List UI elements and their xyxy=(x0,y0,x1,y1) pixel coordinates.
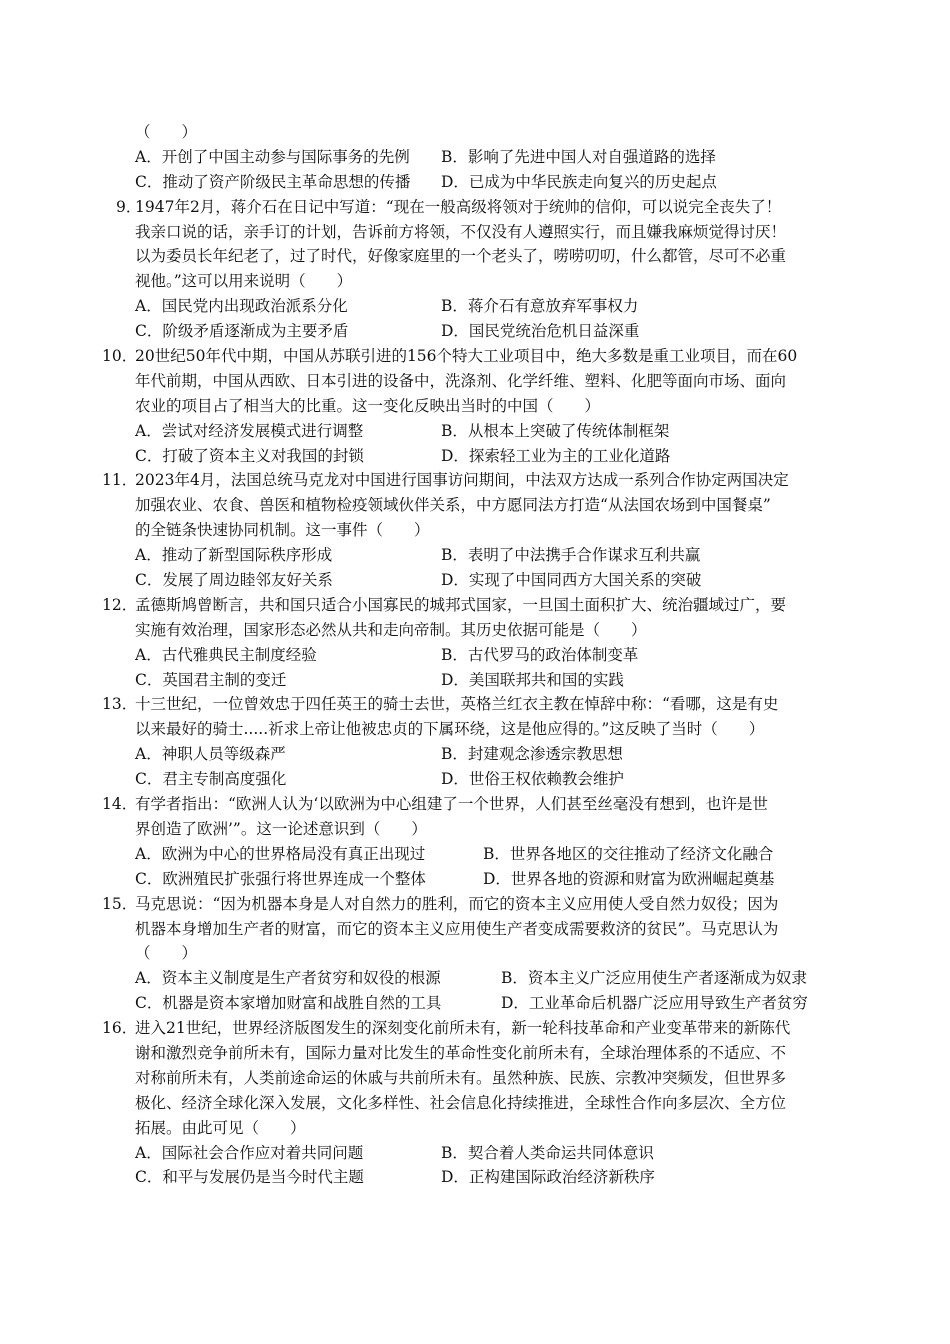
q13-stem-line xyxy=(0,692,950,717)
q10-options-cd xyxy=(0,444,950,469)
q16-stem-line xyxy=(0,1116,950,1141)
stem-text: 进入21世纪，世界经济版图发生的深刻变化前所未有，新一轮科技革命和产业变革带来的新陈代 xyxy=(135,1019,791,1038)
option-b: B．资本主义广泛应用使生产者逐渐成为奴隶 xyxy=(501,969,807,988)
question-number: 12． xyxy=(102,595,138,614)
option-c: C．和平与发展仍是当今时代主题 xyxy=(135,1168,364,1187)
option-c: C．英国君主制的变迁 xyxy=(135,670,287,689)
option-a: A．资本主义制度是生产者贫穷和奴役的根源 xyxy=(135,969,441,988)
question-number: 14． xyxy=(102,795,138,814)
option-b: B．封建观念渗透宗教思想 xyxy=(441,745,623,764)
q11-options-ab xyxy=(0,543,950,568)
q16-stem-line xyxy=(0,1066,950,1091)
stem-text: 我亲口说的话，亲手订的计划，告诉前方将领，不仅没有人遵照实行，而且嫌我麻烦觉得讨厌！ xyxy=(135,222,787,241)
option-c: C．推动了资产阶级民主革命思想的传播 xyxy=(135,172,411,191)
stem-text: 马克思说：“因为机器本身是人对自然力的胜利，而它的资本主义应用使人受自然力奴役；因为 xyxy=(135,894,779,913)
q15-stem-line xyxy=(0,892,950,917)
option-b: B．蒋介石有意放弃军事权力 xyxy=(441,297,639,316)
stem-text: 1947年2月，蒋介石在日记中写道：“现在一般高级将领对于统帅的信仰，可以说完全丧失了！ xyxy=(135,197,782,216)
option-b: B．表明了中法携手合作谋求互利共赢 xyxy=(441,546,701,565)
q11-options-cd xyxy=(0,568,950,593)
q16-options-cd xyxy=(0,1165,950,1190)
q14-options-ab xyxy=(0,842,950,867)
q13-options-cd xyxy=(0,767,950,792)
stem-text: 十三世纪，一位曾效忠于四任英王的骑士去世，英格兰红衣主教在悼辞中称：“看哪，这是有史 xyxy=(135,695,779,714)
option-c: C．机器是资本家增加财富和战胜自然的工具 xyxy=(135,994,442,1013)
option-d: D．已成为中华民族走向复兴的历史起点 xyxy=(441,172,717,191)
q8-stem-line xyxy=(0,120,950,145)
option-a: A．欧洲为中心的世界格局没有真正出现过 xyxy=(135,844,426,863)
question-number: 10． xyxy=(102,347,138,366)
option-d: D．美国联邦共和国的实践 xyxy=(441,670,624,689)
q15-options-cd xyxy=(0,991,950,1016)
stem-text: 机器本身增加生产者的财富，而它的资本主义应用使生产者变成需要救济的贫民”。马克思认为 xyxy=(135,919,779,938)
option-a: A．尝试对经济发展模式进行调整 xyxy=(135,421,364,440)
option-a: A．古代雅典民主制度经验 xyxy=(135,645,317,664)
q11-stem-line xyxy=(0,468,950,493)
question-number: 15． xyxy=(102,894,138,913)
option-b: B．古代罗马的政治体制变革 xyxy=(441,645,639,664)
q10-stem-line xyxy=(0,394,950,419)
q16-stem-line xyxy=(0,1041,950,1066)
option-d: D．正构建国际政治经济新秩序 xyxy=(441,1168,655,1187)
q11-stem-line xyxy=(0,493,950,518)
option-a: A．神职人员等级森严 xyxy=(135,745,286,764)
q9-stem-line xyxy=(0,244,950,269)
question-number: 9． xyxy=(116,197,142,216)
answer-paren: （ ） xyxy=(135,123,198,141)
option-b: B．世界各地区的交往推动了经济文化融合 xyxy=(483,844,774,863)
stem-text: 以为委员长年纪老了，过了时代，好像家庭里的一个老头了，唠唠叨叨，什么都管，尽可不必重 xyxy=(135,247,787,266)
stem-text: 以来最好的骑士.....祈求上帝让他被忠贞的下属环绕，这是他应得的。”这反映了当时（ ） xyxy=(135,720,765,739)
q9-options-cd xyxy=(0,319,950,344)
q9-stem-line xyxy=(0,220,950,245)
q12-options-ab xyxy=(0,643,950,668)
q16-stem-line xyxy=(0,1016,950,1041)
option-d: D．国民党统治危机日益深重 xyxy=(441,322,640,341)
option-a: A．推动了新型国际秩序形成 xyxy=(135,546,333,565)
question-number: 16． xyxy=(102,1019,138,1038)
q12-options-cd xyxy=(0,668,950,693)
option-d: D．工业革命后机器广泛应用导致生产者贫穷 xyxy=(501,994,808,1013)
q16-options-ab xyxy=(0,1141,950,1166)
q14-options-cd xyxy=(0,867,950,892)
option-d: D．世俗王权依赖教会维护 xyxy=(441,770,624,789)
stem-text: 实施有效治理，国家形态必然从共和走向帝制。其历史依据可能是（ ） xyxy=(135,620,647,639)
q12-stem-line xyxy=(0,593,950,618)
option-a: A．开创了中国主动参与国际事务的先例 xyxy=(135,147,410,166)
option-d: D．实现了中国同西方大国关系的突破 xyxy=(441,571,702,590)
q12-stem-line xyxy=(0,618,950,643)
q11-stem-line xyxy=(0,518,950,543)
q15-stem-line xyxy=(0,941,950,966)
stem-text: 界创造了欧洲’”。这一论述意识到（ ） xyxy=(135,819,427,838)
stem-text: 视他。”这可以用来说明（ ） xyxy=(135,272,353,291)
stem-text: 农业的项目占了相当大的比重。这一变化反映出当时的中国（ ） xyxy=(135,396,601,415)
q13-options-ab xyxy=(0,742,950,767)
option-d: D．探索轻工业为主的工业化道路 xyxy=(441,446,671,465)
option-a: A．国际社会合作应对着共同问题 xyxy=(135,1143,364,1162)
stem-text: 有学者指出：“欧洲人认为‘以欧洲为中心组建了一个世界，人们甚至丝毫没有想到，也许是世 xyxy=(135,795,768,814)
question-number: 13． xyxy=(102,695,138,714)
option-b: B．影响了先进中国人对自强道路的选择 xyxy=(441,147,716,166)
stem-text: 谢和激烈竞争前所未有，国际力量对比发生的革命性变化前所未有，全球治理体系的不适应、不 xyxy=(135,1043,787,1062)
question-list xyxy=(0,120,950,1190)
option-c: C．发展了周边睦邻友好关系 xyxy=(135,571,333,590)
q9-stem-line xyxy=(0,269,950,294)
q15-options-ab xyxy=(0,966,950,991)
stem-text: 拓展。由此可见（ ） xyxy=(135,1118,306,1137)
q9-options-ab xyxy=(0,294,950,319)
stem-text: 2023年4月，法国总统马克龙对中国进行国事访问期间，中法双方达成一系列合作协定两国决定 xyxy=(135,471,789,490)
option-c: C．君主专制高度强化 xyxy=(135,770,287,789)
q10-stem-line xyxy=(0,369,950,394)
stem-text: （ ） xyxy=(135,944,198,963)
stem-text: 加强农业、农食、兽医和植物检疫领域伙伴关系，中方愿同法方打造“从法国农场到中国餐桌” xyxy=(135,496,771,515)
stem-text: 孟德斯鸠曾断言，共和国只适合小国寡民的城邦式国家，一旦国土面积扩大、统治疆域过广，要 xyxy=(135,595,787,614)
option-c: C．打破了资本主义对我国的封锁 xyxy=(135,446,364,465)
stem-text: 对称前所未有，人类前途命运的休戚与共前所未有。虽然种族、民族、宗教冲突频发，但世界多 xyxy=(135,1068,787,1087)
q10-options-ab xyxy=(0,419,950,444)
stem-text: 年代前期，中国从西欧、日本引进的设备中，洗涤剂、化学纤维、塑料、化肥等面向市场、面向 xyxy=(135,371,787,390)
q9-stem-line xyxy=(0,195,950,220)
option-d: D．世界各地的资源和财富为欧洲崛起奠基 xyxy=(483,869,775,888)
q14-stem-line xyxy=(0,792,950,817)
option-c: C．欧洲殖民扩张强行将世界连成一个整体 xyxy=(135,869,426,888)
option-a: A．国民党内出现政治派系分化 xyxy=(135,297,348,316)
q8-options-cd xyxy=(0,170,950,195)
stem-text: 20世纪50年代中期，中国从苏联引进的156个特大工业项目中，绝大多数是重工业项目，而在60 xyxy=(135,347,798,366)
q16-stem-line xyxy=(0,1091,950,1116)
option-b: B．契合着人类命运共同体意识 xyxy=(441,1143,654,1162)
stem-text: 极化、经济全球化深入发展，文化多样性、社会信息化持续推进，全球性合作向多层次、全方位 xyxy=(135,1093,787,1112)
q13-stem-line xyxy=(0,717,950,742)
option-b: B．从根本上突破了传统体制框架 xyxy=(441,421,670,440)
q14-stem-line xyxy=(0,817,950,842)
q10-stem-line xyxy=(0,344,950,369)
question-number: 11． xyxy=(102,471,138,490)
option-c: C．阶级矛盾逐渐成为主要矛盾 xyxy=(135,322,349,341)
q8-options-ab xyxy=(0,145,950,170)
q15-stem-line xyxy=(0,917,950,942)
stem-text: 的全链条快速协同机制。这一事件（ ） xyxy=(135,521,430,540)
